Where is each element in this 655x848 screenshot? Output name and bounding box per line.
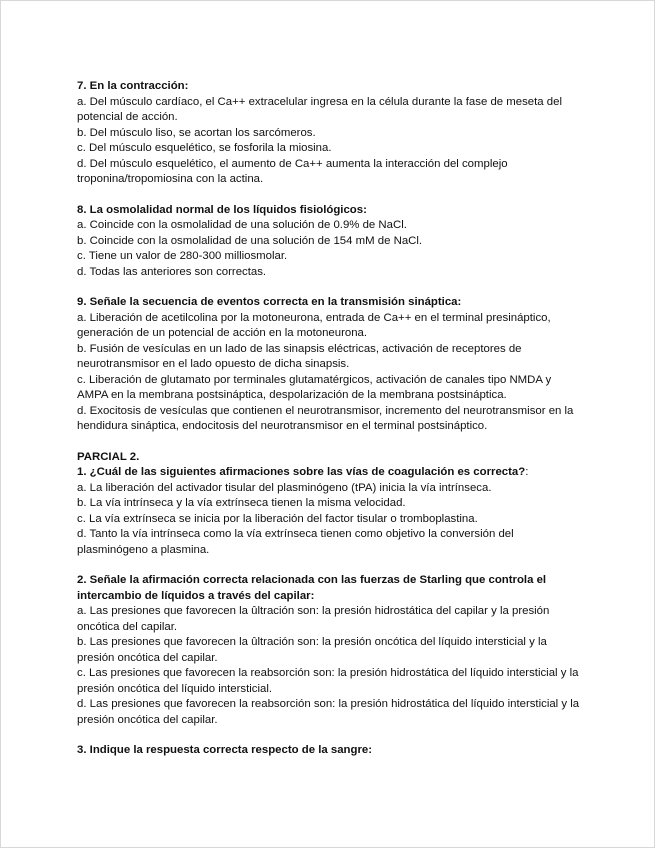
option-a: a. La liberación del activador tisular del plasminógeno (tPA) inicia la vía intrínseca. [77,481,492,494]
option-c: c. Liberación de glutamato por terminales glutamatérgicos, activación de canales tipo NMDA y AMPA en la membrana postsináptica, despolarización de la membrana postsináptica. [77,373,552,401]
option-b: b. Coincide con la osmolalidad de una solución de 154 mM de NaCl. [77,234,423,247]
option-a: a. Liberación de acetilcolina por la motoneurona, entrada de Ca++ en el terminal presináptico, generación de un potencial de acción en la motoneurona. [77,311,551,339]
question-title-line [77,465,583,481]
option-c: c. Tiene un valor de 280-300 milliosmolar. [77,250,288,262]
question-8 [77,203,583,281]
option-c: c. Las presiones que favorecen la reabsorción son: la presión hidrostática del líquido intersticial y la presión oncótica del líquido intersticial. [77,667,579,695]
question-title: 7. En la contracción: [77,80,189,92]
question-7 [77,79,583,188]
option-c: c. Del músculo esquelético, se fosforila la miosina. [77,142,332,154]
option-d: d. Del músculo esquelético, el aumento de Ca++ aumenta la interacción del complejo troponina/tropomiosina con la actina. [77,157,508,185]
option-a: a. Las presiones que favorecen la ûltración son: la presión hidrostática del capilar y la presión oncótica del capilar. [77,605,550,633]
option-d: d. Las presiones que favorecen la reabsorción son: la presión hidrostática del líquido intersticial y la presión oncótica del capilar. [77,698,580,726]
document-content [77,79,583,774]
question-title: 8. La osmolalidad normal de los líquidos fisiológicos: [77,203,367,216]
parcial-2-question-1 [77,450,583,559]
option-b: b. La vía intrínseca y la vía extrínseca tienen la misma velocidad. [77,497,406,509]
option-b: b. Del músculo liso, se acortan los sarcómeros. [77,126,316,139]
option-d: d. Tanto la vía intrínseca como la vía extrínseca tienen como objetivo la conversión del plasminógeno a plasmina. [77,528,514,556]
question-9 [77,295,583,435]
option-c: c. La vía extrínseca se inicia por la liberación del factor tisular o tromboplastina. [77,512,478,525]
option-d: d. Exocitosis de vesículas que contienen el neurotransmisor, incremento del neurotransmisor en la hendidura sináptica, endocitosis del neurotransmisor en el terminal postsináptico. [77,404,574,432]
option-d: d. Todas las anteriores son correctas. [77,265,267,278]
option-a: a. Del músculo cardíaco, el Ca++ extracelular ingresa en la célula durante la fase de meseta del potencial de acción. [77,95,563,123]
question-title: 9. Señale la secuencia de eventos correcta en la transmisión sináptica: [77,296,462,308]
question-title-suffix: : [525,466,529,478]
parcial-2-question-3 [77,743,583,759]
option-b: b. Las presiones que favorecen la ûltración son: la presión oncótica del líquido intersticial y la presión oncótica del capilar. [77,636,547,664]
question-title: 1. ¿Cuál de las siguientes afirmaciones sobre las vías de coagulación es correcta? [77,466,526,478]
parcial-2-question-2 [77,573,583,728]
question-title: 3. Indique la respuesta correcta respecto de la sangre: [77,744,373,756]
option-a: a. Coincide con la osmolalidad de una solución de 0.9% de NaCl. [77,219,407,231]
section-heading: PARCIAL 2. [77,450,140,463]
option-b: b. Fusión de vesículas en un lado de las sinapsis eléctricas, activación de receptores de neurotransmisor en el lado opuesto de dicha sinapsis. [77,342,522,370]
question-title: 2. Señale la afirmación correcta relacionada con las fuerzas de Starling que controla el intercambio de líquidos a través del capilar: [77,574,547,602]
